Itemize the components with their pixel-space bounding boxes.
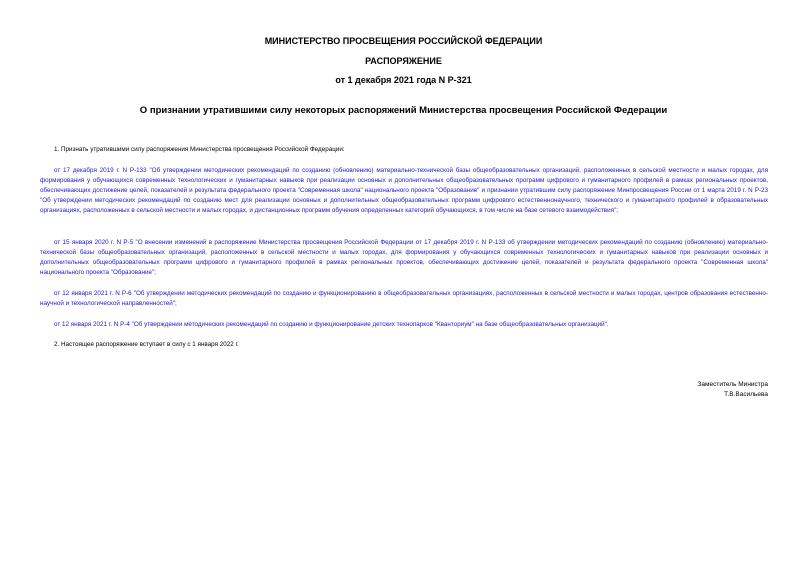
- document-date-number: от 1 декабря 2021 года N Р-321: [335, 75, 472, 85]
- point-2: 2. Настоящее распоряжение вступает в силу с 1 января 2022 г.: [54, 341, 239, 348]
- revoked-order-link[interactable]: от 17 декабря 2019 г. N Р-133 "Об утверждении методических рекомендаций по созданию (обновлению) материально-технической базы общеобразовательных организаций, расположенных в сельской местности и малых городах, для формирования у обучающихся современных технологических и гуманитарных навыков при реализации основных и дополнительных общеобразовательных программ цифрового и гуманитарного профилей в рамках региональных проектов, обеспечивающих достижение целей, показателей и результата федерального проекта "Современная школа" национального проекта "Образование" и признании утратившим силу распоряжение Минпросвещения России от 1 марта 2019 г. N Р-23 "Об утверждении методических рекомендаций по созданию мест для реализации основных и дополнительных общеобразовательных программ цифрового естественнонаучного, технического и гуманитарного профилей в образовательных организациях, расположенных в сельской местности и малых городах, и дистанционных программ обучения определенных категорий обучающихся, в том числе на базе сетевого взаимодействия";: [40, 167, 768, 214]
- revoked-order-link[interactable]: от 15 января 2020 г. N Р-5 "О внесении изменений в распоряжение Министерства просвещения Российской Федерации от 17 декабря 2019 г. N Р-133 об утверждении методических рекомендаций по созданию (обновлению) материально-технической базы общеобразовательных организаций, расположенных в сельской местности и малых городах, для формирования у обучающихся современных технологических и гуманитарных навыков при реализации основных и дополнительных общеобразовательных программ цифрового и гуманитарного профилей в рамках региональных проектов, обеспечивающих достижение целей, показателей и результата федерального проекта "Современная школа" национального проекта "Образование";: [40, 239, 768, 276]
- revoked-order-link[interactable]: от 12 января 2021 г. N Р-4 "Об утверждении методических рекомендаций по созданию и функционирование детских технопарков "Кванториум" на базе общеобразовательных организаций".: [54, 321, 609, 328]
- ministry-heading: МИНИСТЕРСТВО ПРОСВЕЩЕНИЯ РОССИЙСКОЙ ФЕДЕРАЦИИ: [264, 36, 543, 46]
- signatory-position: Заместитель Министра: [697, 381, 768, 388]
- point-1: 1. Признать утратившими силу распоряжения Министерства просвещения Российской Федерации:: [54, 146, 345, 153]
- document-type: РАСПОРЯЖЕНИЕ: [365, 56, 442, 66]
- signatory-name: Т.В.Васильева: [724, 391, 768, 398]
- document-title: О признании утратившими силу некоторых распоряжений Министерства просвещения Российской Федерации: [139, 105, 668, 116]
- revoked-order-link[interactable]: от 12 января 2021 г. N Р-6 "Об утверждении методических рекомендаций по созданию и функционированию в общеобразовательных организациях, расположенных в сельской местности и малых городах, центров образования естественно-научной и технологической направленностей";: [40, 290, 768, 307]
